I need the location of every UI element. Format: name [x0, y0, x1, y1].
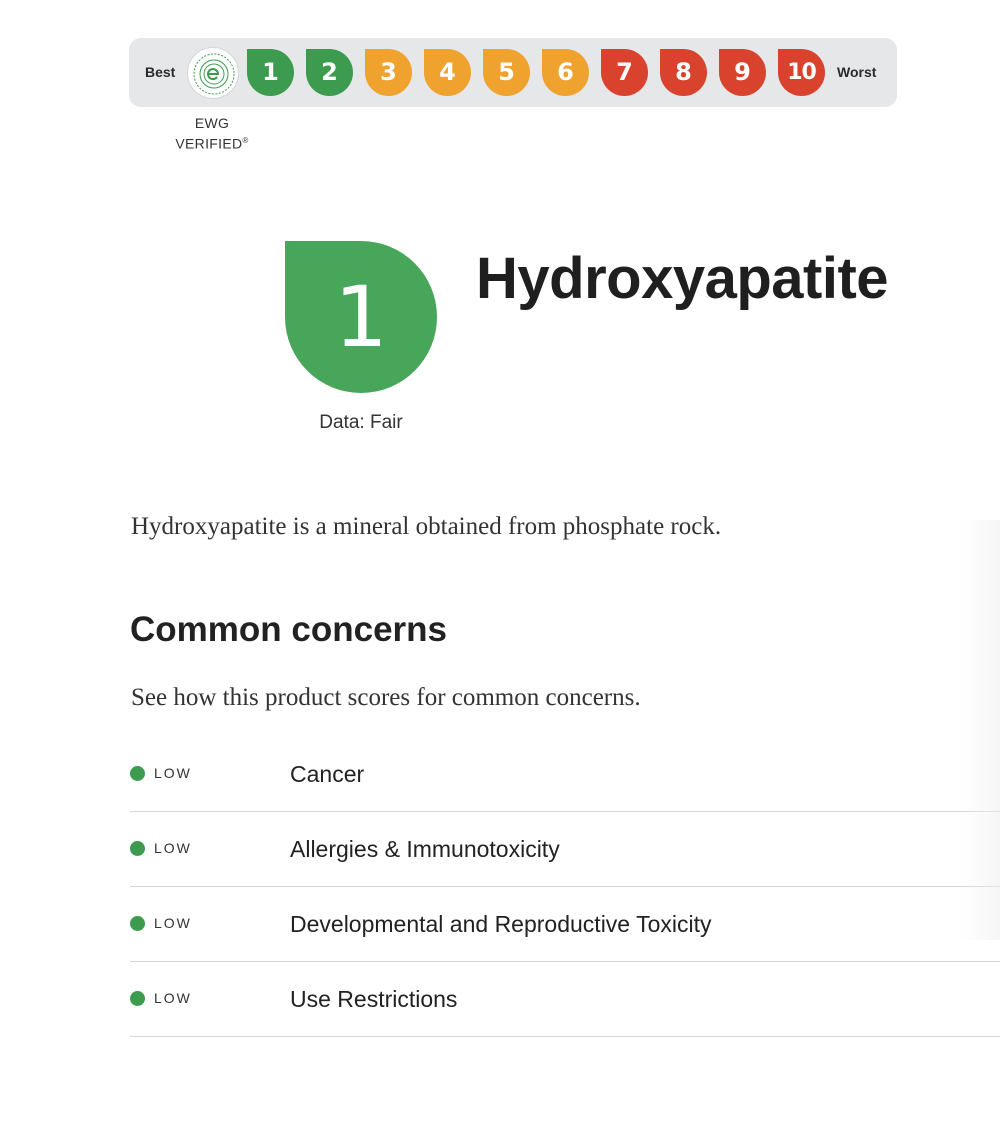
score-chip-10: 10 — [778, 49, 825, 96]
concern-row-developmental[interactable] — [130, 887, 1000, 962]
concern-level: LOW — [154, 840, 192, 856]
ingredient-score-badge — [285, 241, 437, 393]
concern-name: Allergies & Immunotoxicity — [290, 836, 560, 862]
concern-row-use-restrictions[interactable] — [130, 962, 1000, 1037]
common-concerns-subtitle: See how this product scores for common concerns. — [131, 684, 641, 711]
score-chip-7: 7 — [601, 49, 648, 96]
concern-level: LOW — [154, 990, 192, 1006]
score-chip-2: 2 — [306, 49, 353, 96]
verified-line-2 — [160, 132, 264, 153]
concern-level: LOW — [154, 915, 192, 931]
verified-line-2-text: VERIFIED — [175, 135, 243, 152]
scale-best-label: Best — [145, 64, 176, 80]
low-concern-dot-icon — [130, 766, 145, 781]
score-chip-4: 4 — [424, 49, 471, 96]
registered-mark: ® — [242, 136, 249, 145]
concern-list — [130, 737, 1000, 1037]
ingredient-title: Hydroxyapatite — [476, 246, 889, 311]
concern-name: Cancer — [290, 761, 365, 787]
scale-worst-label: Worst — [837, 64, 877, 80]
ingredient-description: Hydroxyapatite is a mineral obtained from phosphate rock. — [131, 513, 722, 540]
ingredient-score-number: 1 — [334, 268, 388, 366]
ewg-verified-seal-icon — [188, 48, 240, 100]
concern-row-cancer[interactable] — [130, 737, 1000, 812]
concern-row-allergies[interactable] — [130, 812, 1000, 887]
score-chip-9: 9 — [719, 49, 766, 96]
common-concerns-heading: Common concerns — [130, 610, 447, 649]
score-scale-bar — [129, 38, 897, 107]
score-chip-6: 6 — [542, 49, 589, 96]
low-concern-dot-icon — [130, 916, 145, 931]
ewg-verified-icon[interactable] — [187, 47, 239, 99]
ewg-verified-label — [160, 115, 264, 153]
concern-name: Use Restrictions — [290, 986, 458, 1012]
concern-name: Developmental and Reproductive Toxicity — [290, 911, 712, 937]
score-chip-1: 1 — [247, 49, 294, 96]
score-chip-5: 5 — [483, 49, 530, 96]
concern-level: LOW — [154, 765, 192, 781]
data-availability-label: Data: Fair — [319, 412, 403, 433]
score-chip-3: 3 — [365, 49, 412, 96]
low-concern-dot-icon — [130, 841, 145, 856]
verified-line-1: EWG — [194, 115, 230, 131]
low-concern-dot-icon — [130, 991, 145, 1006]
score-chip-8: 8 — [660, 49, 707, 96]
